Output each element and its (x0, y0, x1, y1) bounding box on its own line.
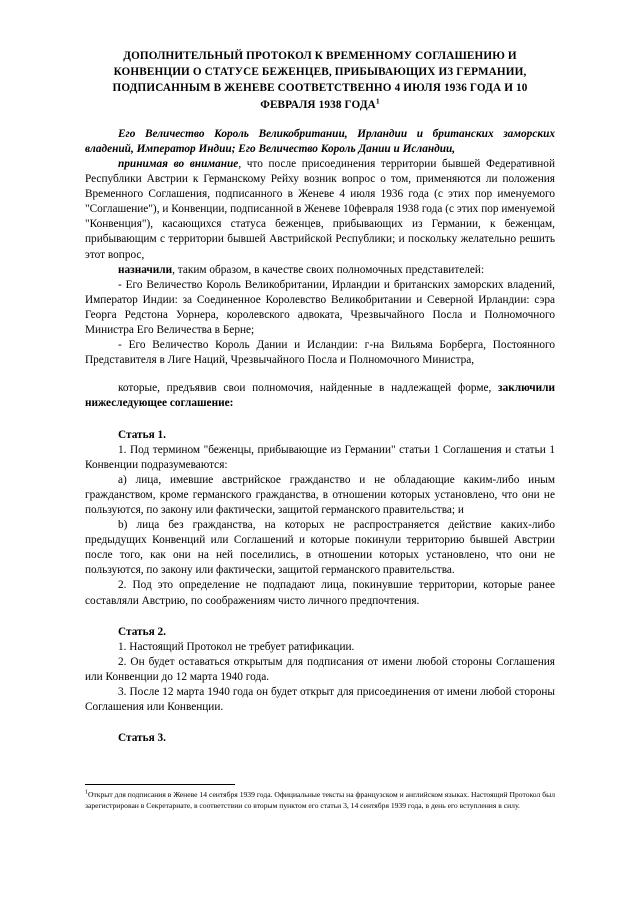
article-1-paragraph: 1. Под термином "беженцы, прибывающие из Германии" статьи 1 Соглашения и статьи 1 Конвенции подразумеваются: (85, 443, 555, 471)
article-1-paragraph: b) лица без гражданства, на которых не распространяется действие каких-либо предыдущих Конвенций или Соглашений и которые покинули территорию бывшей Австрии после того, как они на ней поселились, в отношении которых установлено, что они не пользуются, по закону или фактически, защитой германского правительства. (85, 519, 555, 577)
spacer (85, 368, 555, 381)
article-2-paragraph: 1. Настоящий Протокол не требует ратификации. (118, 640, 355, 653)
page-title (85, 48, 555, 113)
article-2-paragraph: 3. После 12 марта 1940 года он будет открыт для присоединения от имени любой стороны Соглашения или Конвенции. (85, 686, 555, 714)
plenipotentiary-entry-text: - Его Величество Король Великобритании, Ирландии и британских заморских владений, Император Индии: за Соединенное Королевство Великобритании и Северной Ирландии: сэра Георга Редстона Уорнера, королевского адвоката, Чрезвычайного Посла и Полномочного Министра Его Величества в Берне; (85, 278, 555, 337)
preamble-parties-text: Его Величество Король Великобритании, Ирландии и британских заморских владений, Император Индии; Его Величество Король Дании и Исландии, (85, 127, 555, 155)
title-footnote-marker: 1 (375, 95, 380, 105)
spacer (85, 412, 555, 428)
preamble-concluded (85, 381, 555, 411)
spacer (85, 609, 555, 625)
preamble-appointed-lead: назначили (118, 263, 173, 276)
preamble-parties (85, 127, 555, 157)
preamble-concluded-bold: заключили нижеследующее соглашение: (85, 382, 555, 410)
article-2-paragraph: 2. Он будет оставаться открытым для подписания от имени любой стороны Соглашения или Конвенции до 12 марта 1940 года. (85, 655, 555, 683)
preamble-concluded-intro: которые, предъявив свои полномочия, найденные в надлежащей форме, (118, 382, 499, 395)
article-heading-2: Статья 2. (118, 625, 166, 638)
footnote-area (85, 784, 555, 812)
document-body (85, 48, 555, 746)
spacer (85, 715, 555, 731)
article-heading-3: Статья 3. (118, 732, 166, 745)
article-1-paragraph: a) лица, имевшие австрийское гражданство и не обладающие каким-либо иным гражданством, кроме германского гражданства, в отношении которых установлено, что они не пользуются, по закону или фактически, защитой германского правительства; и (85, 473, 555, 516)
footnote (85, 789, 555, 812)
article-heading-1: Статья 1. (118, 428, 166, 441)
plenipotentiary-entry-text: - Его Величество Король Дании и Исландии: г-на Вильяма Борберга, Постоянного Представителя в Лиге Наций, Чрезвычайного Посла и Полномочного Министра, (85, 339, 555, 367)
preamble-whereas (85, 157, 555, 263)
preamble-whereas-body: , что после присоединения территории бывшей Федеративной Республики Австрии к Германскому Рейху возник вопрос о том, применяются ли положения Временного Соглашения, подписанного в Женеве 4 июля 1936 года (с этих пор именуемого "Соглашение"), и Конвенции, подписанной в Женеве 10февраля 1938 года (с этих пор именуемой "Конвенция"), касающихся статуса беженцев, прибывающих из Германии, к беженцам, прибывающим с территории бывшей Австрийской Республики; и поскольку желательно решить этот вопрос, (85, 158, 555, 261)
page-title-text: ДОПОЛНИТЕЛЬНЫЙ ПРОТОКОЛ К ВРЕМЕННОМУ СОГЛАШЕНИЮ И КОНВЕНЦИИ О СТАТУСЕ БЕЖЕНЦЕВ, ПРИБЫВАЮЩИХ ИЗ ГЕРМАНИИ, ПОДПИСАННЫМ В ЖЕНЕВЕ СООТВЕТСТВЕННО 4 ИЮЛЯ 1936 ГОДА И 10 ФЕВРАЛЯ 1938 ГОДА (112, 50, 528, 111)
preamble-whereas-lead: принимая во внимание (118, 158, 239, 170)
plenipotentiary-entry (85, 278, 555, 338)
preamble-appointed (85, 263, 555, 278)
footnote-marker: 1 (85, 789, 88, 796)
plenipotentiary-entry (85, 338, 555, 368)
footnote-text: Открыт для подписания в Женеве 14 сентября 1939 года. Официальные тексты на французском и английском языках. Настоящий Протокол был зарегистрирован в Секретариате, в соответствии со вторым пунктом его статьи 3, 14 сентября 1939 года, в день его вступления в силу. (85, 790, 555, 811)
footnote-separator (85, 784, 235, 785)
preamble-appointed-body: , таким образом, в качестве своих полномочных представителей: (172, 263, 485, 276)
article-1-paragraph: 2. Под это определение не подпадают лица, покинувшие территории, которые ранее составляли Австрию, по соображениям чисто личного предпочтения. (85, 579, 555, 607)
